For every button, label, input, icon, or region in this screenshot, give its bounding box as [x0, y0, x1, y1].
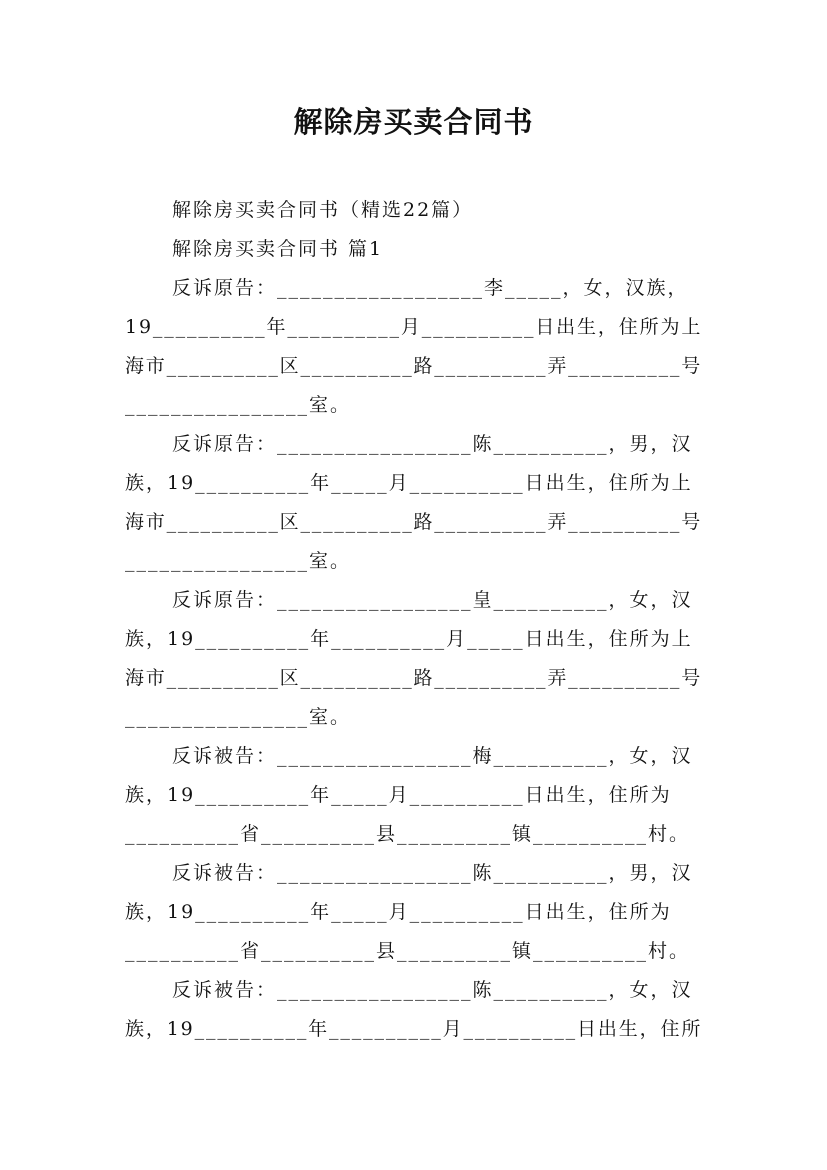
text-line: 反诉原告：_________________皇__________，女，汉	[172, 589, 693, 611]
text-line: __________省__________县__________镇__________村。	[125, 823, 691, 845]
text-line: 族，19__________年__________月__________日出生，住所	[125, 1018, 703, 1040]
text-line: ________________室。	[125, 394, 352, 416]
text-line: 海市__________区__________路__________弄__________号	[125, 511, 702, 533]
text-line: 反诉被告：_________________陈__________，女，汉	[172, 979, 693, 1001]
text-line: ________________室。	[125, 550, 352, 572]
text-line: 反诉被告：_________________陈__________，男，汉	[172, 862, 693, 884]
subtitle-line: 解除房买卖合同书（精选22篇）	[172, 199, 474, 221]
text-line: 海市__________区__________路__________弄__________号	[125, 355, 702, 377]
text-line: 反诉被告：_________________梅__________，女，汉	[172, 745, 693, 767]
text-line: 族，19__________年_____月__________日出生，住所为上	[125, 472, 693, 494]
text-line: 族，19__________年__________月_____日出生，住所为上	[125, 628, 693, 650]
text-line: 海市__________区__________路__________弄__________号	[125, 667, 702, 689]
text-line: 反诉原告：__________________李_____，女，汉族，	[172, 277, 689, 299]
text-line: __________省__________县__________镇__________村。	[125, 940, 691, 962]
text-line: 族，19__________年_____月__________日出生，住所为	[125, 784, 672, 806]
text-line: ________________室。	[125, 706, 352, 728]
document-title: 解除房买卖合同书	[293, 105, 534, 139]
section-heading: 解除房买卖合同书 篇1	[172, 238, 384, 260]
text-line: 反诉原告：_________________陈__________，男，汉	[172, 433, 693, 455]
text-line: 19__________年__________月__________日出生，住所为上	[125, 316, 703, 338]
text-line: 族，19__________年_____月__________日出生，住所为	[125, 901, 672, 923]
